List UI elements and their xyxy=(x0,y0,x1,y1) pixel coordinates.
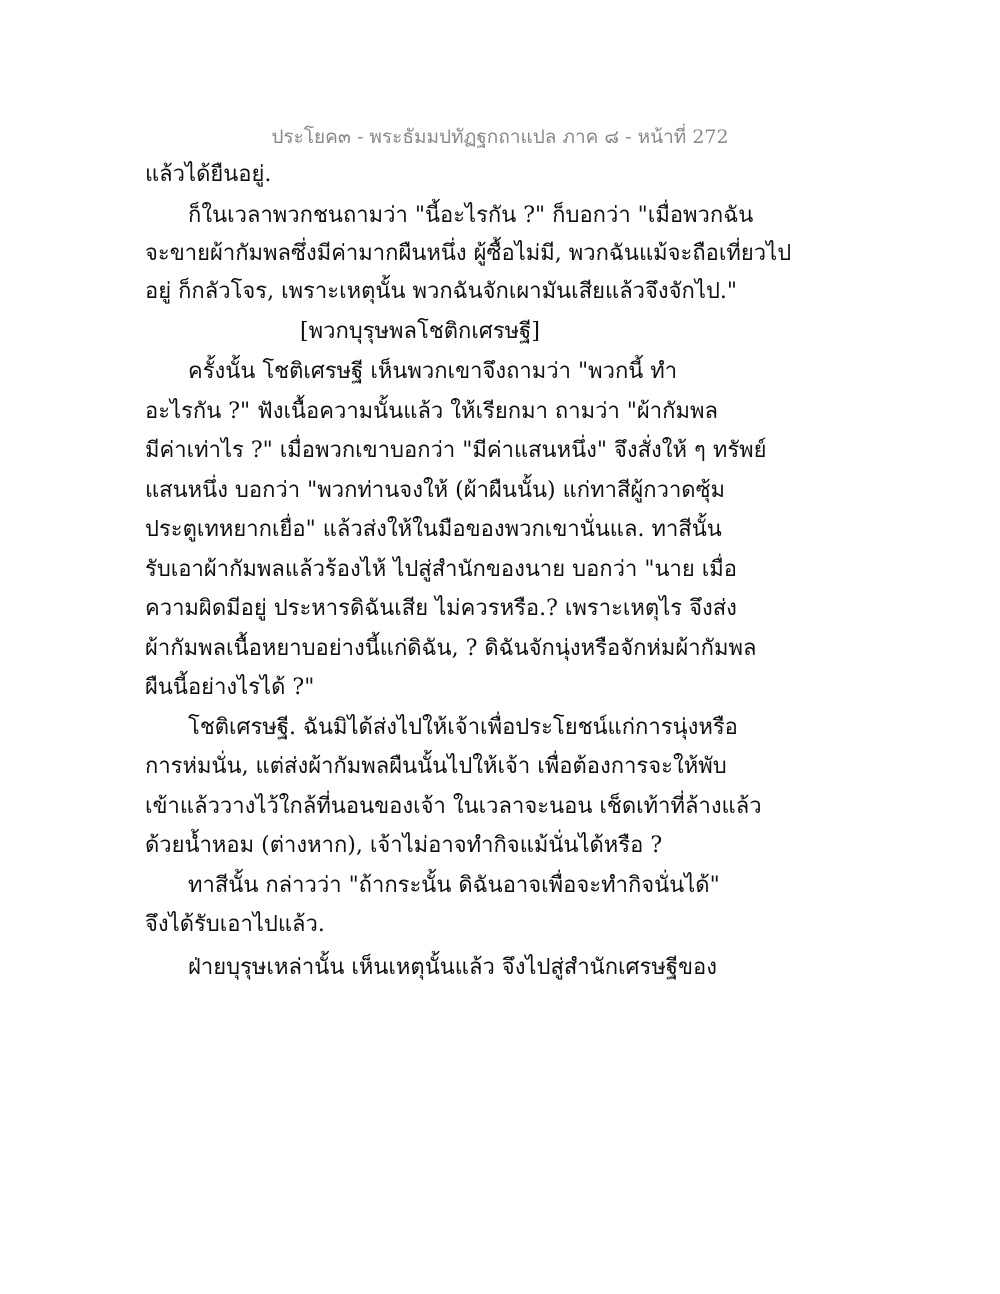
header-separator: - xyxy=(356,126,364,148)
text-line: ฝ่ายบุรุษเหล่านั้น เห็นเหตุนั้นแล้ว จึงไปสู่สำนักเศรษฐีของ xyxy=(188,955,717,980)
text-line: มีค่าเท่าไร ?" เมื่อพวกเขาบอกว่า "มีค่าแสนหนึ่ง" จึงสั่งให้ ๆ ทรัพย์ xyxy=(145,438,767,463)
text-line: ผ้ากัมพลเนื้อหยาบอย่างนี้แก่ดิฉัน, ? ดิฉันจักนุ่งหรือจักห่มผ้ากัมพล xyxy=(145,636,757,661)
text-line: จะขายผ้ากัมพลซึ่งมีค่ามากผืนหนึ่ง ผู้ซื้อไม่มี, พวกฉันแม้จะถือเที่ยวไป xyxy=(145,241,792,266)
text-line: ผืนนี้อย่างไรได้ ?" xyxy=(145,675,315,700)
header-title: พระธัมมปทัฏฐกถาแปล ภาค ๘ xyxy=(369,126,620,148)
header-separator: - xyxy=(625,126,632,148)
text-line: แสนหนึ่ง บอกว่า "พวกท่านจงให้ (ผ้าผืนนั้น) แก่ทาสีผู้กวาดซุ้ม xyxy=(145,478,726,503)
text-line: อยู่ ก็กลัวโจร, เพราะเหตุนั้น พวกฉันจักเผามันเสียแล้วจึงจักไป." xyxy=(145,279,738,304)
text-line: แล้วได้ยืนอยู่. xyxy=(145,162,272,187)
text-line: ก็ในเวลาพวกชนถามว่า "นี้อะไรกัน ?" ก็บอกว่า "เมื่อพวกฉัน xyxy=(188,203,754,228)
text-line: จึงได้รับเอาไปแล้ว. xyxy=(145,912,325,937)
page-header xyxy=(0,122,1000,152)
text-line: เข้าแล้ววางไว้ใกล้ที่นอนของเจ้า ในเวลาจะนอน เช็ดเท้าที่ล้างแล้ว xyxy=(145,794,762,819)
text-line: ประตูเทหยากเยื่อ" แล้วส่งให้ในมือของพวกเขานั่นแล. ทาสีนั้น xyxy=(145,517,722,542)
text-line: อะไรกัน ?" ฟังเนื้อความนั้นแล้ว ให้เรียกมา ถามว่า "ผ้ากัมพล xyxy=(145,399,718,424)
header-page-number: หน้าที่ 272 xyxy=(637,126,729,148)
header-chapter: ประโยค๓ xyxy=(271,126,351,148)
text-line: โชติเศรษฐี. ฉันมิได้ส่งไปให้เจ้าเพื่อประโยชน์แก่การนุ่งหรือ xyxy=(188,715,738,740)
text-line: ครั้งนั้น โชติเศรษฐี เห็นพวกเขาจึงถามว่า "พวกนี้ ทำ xyxy=(188,359,678,384)
text-line: ทาสีนั้น กล่าวว่า "ถ้ากระนั้น ดิฉันอาจเพื่อจะทำกิจนั่นได้" xyxy=(188,873,720,898)
text-line: รับเอาผ้ากัมพลแล้วร้องไห้ ไปสู่สำนักของนาย บอกว่า "นาย เมื่อ xyxy=(145,557,737,582)
text-line: ความผิดมีอยู่ ประหารดิฉันเสีย ไม่ควรหรือ.? เพราะเหตุไร จึงส่ง xyxy=(145,596,737,621)
section-heading: [พวกบุรุษพลโชติกเศรษฐี] xyxy=(300,319,540,344)
text-line: การห่มนั่น, แต่ส่งผ้ากัมพลผืนนั้นไปให้เจ้า เพื่อต้องการจะให้พับ xyxy=(145,754,727,779)
text-line: ด้วยน้ำหอม (ต่างหาก), เจ้าไม่อาจทำกิจแม้นั่นได้หรือ ? xyxy=(145,833,663,858)
